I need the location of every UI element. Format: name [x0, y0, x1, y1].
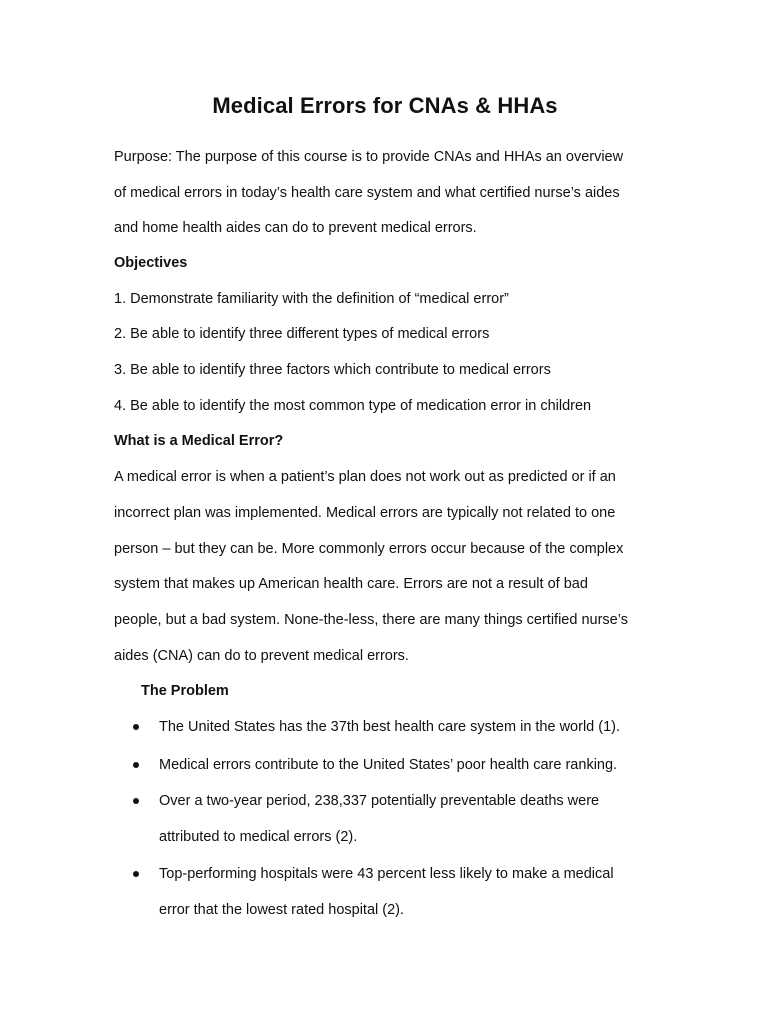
bullet-text-continuation: attributed to medical errors (2). — [159, 829, 358, 845]
purpose-line-1: Purpose: The purpose of this course is to provide CNAs and HHAs an overview — [114, 149, 624, 165]
objective-item-1: 1. Demonstrate familiarity with the definition of “medical error” — [114, 291, 509, 307]
objectives-heading: Objectives — [114, 255, 188, 271]
definition-heading: What is a Medical Error? — [114, 433, 284, 449]
definition-line-6: aides (CNA) can do to prevent medical errors. — [114, 648, 409, 664]
purpose-line-3: and home health aides can do to prevent medical errors. — [114, 220, 477, 236]
definition-line-4: system that makes up American health care. Errors are not a result of bad — [114, 576, 588, 592]
definition-line-5: people, but a bad system. None-the-less, there are many things certified nurse’s — [114, 612, 628, 628]
definition-line-1: A medical error is when a patient’s plan does not work out as predicted or if an — [114, 469, 616, 485]
purpose-line-2: of medical errors in today’s health care system and what certified nurse’s aides — [114, 185, 620, 201]
page-title: Medical Errors for CNAs & HHAs — [212, 93, 558, 118]
objective-item-2: 2. Be able to identify three different types of medical errors — [114, 326, 490, 342]
problem-heading: The Problem — [141, 683, 229, 699]
bullet-text: Top-performing hospitals were 43 percent less likely to make a medical — [159, 866, 614, 882]
bullet-icon — [133, 724, 139, 730]
bullet-text-continuation: error that the lowest rated hospital (2). — [159, 902, 405, 918]
definition-line-2: incorrect plan was implemented. Medical errors are typically not related to one — [114, 505, 616, 521]
bullet-text: Over a two-year period, 238,337 potentially preventable deaths were — [159, 793, 600, 809]
objective-item-4: 4. Be able to identify the most common type of medication error in children — [114, 398, 592, 414]
bullet-icon — [133, 871, 139, 877]
objective-item-3: 3. Be able to identify three factors which contribute to medical errors — [114, 362, 551, 378]
definition-line-3: person – but they can be. More commonly errors occur because of the complex — [114, 541, 624, 557]
bullet-text: Medical errors contribute to the United States’ poor health care ranking. — [159, 757, 618, 773]
bullet-icon — [133, 762, 139, 768]
bullet-icon — [133, 798, 139, 804]
bullet-text: The United States has the 37th best health care system in the world (1). — [159, 719, 621, 735]
